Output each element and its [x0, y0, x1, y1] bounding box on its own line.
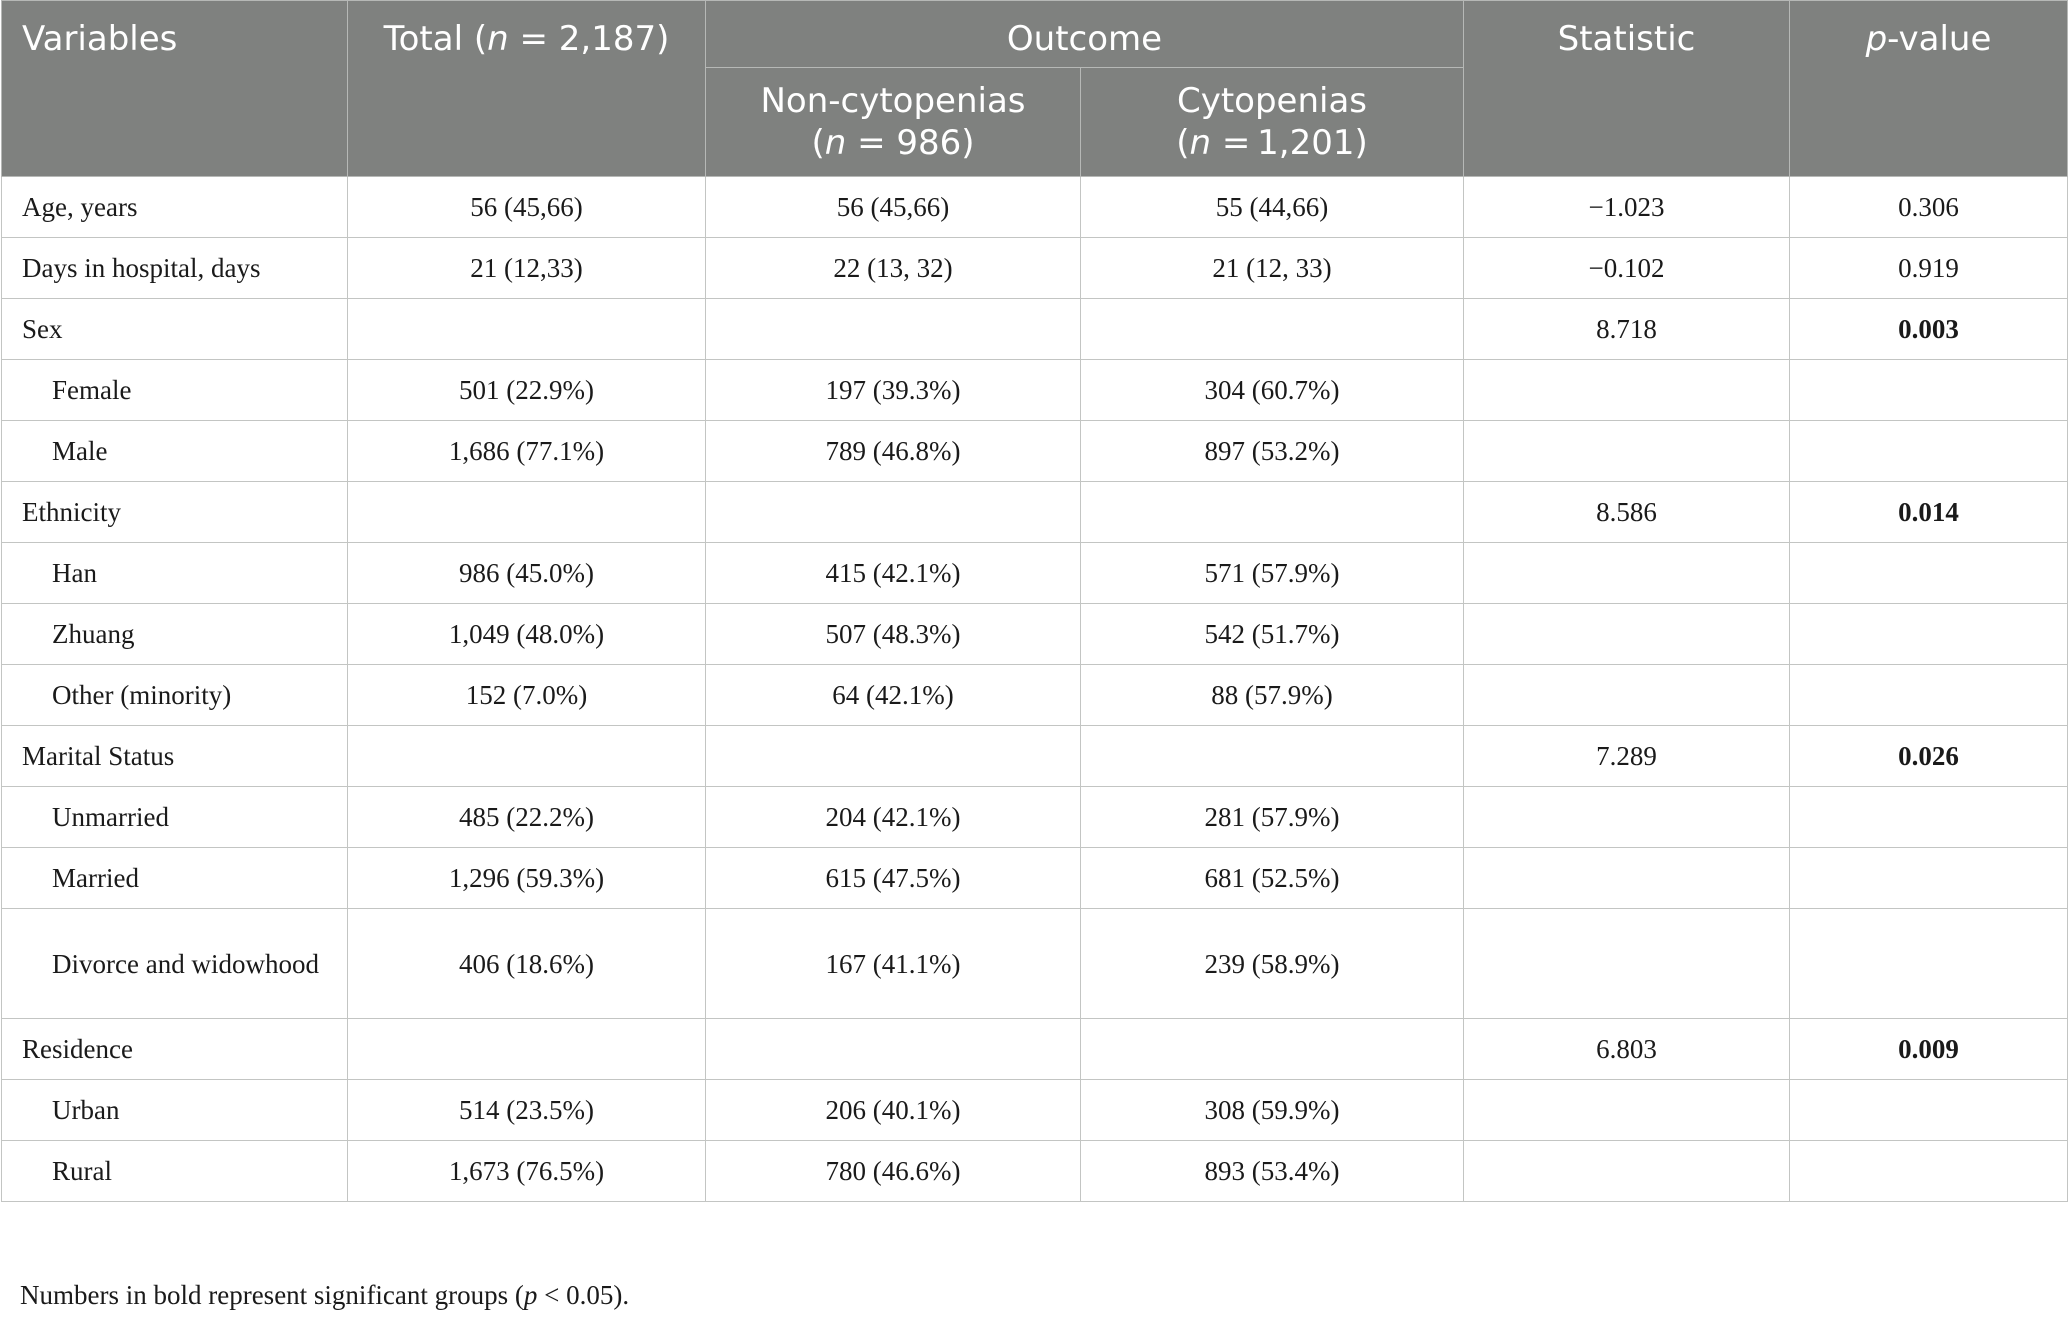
non-cytopenias-cell: 615 (47.5%): [706, 848, 1081, 909]
total-cell: 406 (18.6%): [348, 909, 706, 1019]
table-row: [2, 1080, 2068, 1141]
table-header: [2, 1, 2068, 177]
total-cell: 514 (23.5%): [348, 1080, 706, 1141]
row-label: Female: [2, 360, 348, 421]
cytopenias-cell: 893 (53.4%): [1081, 1141, 1464, 1202]
total-cell: [348, 482, 706, 543]
p-value-cell: [1790, 1141, 2068, 1202]
statistic-cell: [1464, 1080, 1790, 1141]
row-label: Rural: [2, 1141, 348, 1202]
non-cytopenias-cell: 789 (46.8%): [706, 421, 1081, 482]
table-body: [2, 177, 2068, 1202]
p-value-cell: 0.014: [1790, 482, 2068, 543]
cytopenias-cell: 304 (60.7%): [1081, 360, 1464, 421]
header-statistic: Statistic: [1464, 1, 1790, 177]
total-cell: 21 (12,33): [348, 238, 706, 299]
non-cytopenias-cell: 167 (41.1%): [706, 909, 1081, 1019]
statistic-cell: 8.586: [1464, 482, 1790, 543]
table-row: [2, 909, 2068, 1019]
p-value-cell: [1790, 421, 2068, 482]
total-cell: [348, 299, 706, 360]
row-label: Urban: [2, 1080, 348, 1141]
cytopenias-cell: 88 (57.9%): [1081, 665, 1464, 726]
p-value-cell: 0.009: [1790, 1019, 2068, 1080]
table-row: [2, 1019, 2068, 1080]
p-value-cell: 0.003: [1790, 299, 2068, 360]
p-value-cell: [1790, 1080, 2068, 1141]
statistic-cell: [1464, 604, 1790, 665]
table-row: [2, 604, 2068, 665]
row-label: Other (minority): [2, 665, 348, 726]
cytopenias-cell: 239 (58.9%): [1081, 909, 1464, 1019]
statistic-cell: [1464, 421, 1790, 482]
non-cytopenias-cell: 507 (48.3%): [706, 604, 1081, 665]
total-cell: 1,673 (76.5%): [348, 1141, 706, 1202]
cytopenias-cell: 281 (57.9%): [1081, 787, 1464, 848]
header-total: Total (n = 2,187): [348, 1, 706, 177]
non-cytopenias-cell: 56 (45,66): [706, 177, 1081, 238]
total-cell: 986 (45.0%): [348, 543, 706, 604]
row-label: Zhuang: [2, 604, 348, 665]
statistic-cell: 7.289: [1464, 726, 1790, 787]
total-cell: 501 (22.9%): [348, 360, 706, 421]
p-value-cell: [1790, 360, 2068, 421]
total-cell: [348, 726, 706, 787]
row-label: Male: [2, 421, 348, 482]
statistic-cell: [1464, 848, 1790, 909]
statistic-cell: −0.102: [1464, 238, 1790, 299]
table-row: [2, 726, 2068, 787]
cytopenias-cell: 542 (51.7%): [1081, 604, 1464, 665]
cytopenias-cell: [1081, 299, 1464, 360]
p-value-cell: [1790, 787, 2068, 848]
total-cell: 1,686 (77.1%): [348, 421, 706, 482]
non-cytopenias-cell: 64 (42.1%): [706, 665, 1081, 726]
table-row: [2, 299, 2068, 360]
table-row: [2, 848, 2068, 909]
statistic-cell: 6.803: [1464, 1019, 1790, 1080]
table-row: [2, 360, 2068, 421]
cytopenias-cell: 681 (52.5%): [1081, 848, 1464, 909]
row-label: Unmarried: [2, 787, 348, 848]
header-non-cytopenias: Non-cytopenias (n = 986): [706, 68, 1081, 177]
statistic-cell: [1464, 360, 1790, 421]
row-label: Sex: [2, 299, 348, 360]
p-value-cell: [1790, 848, 2068, 909]
cytopenias-cell: 308 (59.9%): [1081, 1080, 1464, 1141]
cytopenias-cell: [1081, 482, 1464, 543]
row-label: Married: [2, 848, 348, 909]
non-cytopenias-cell: 780 (46.6%): [706, 1141, 1081, 1202]
total-cell: 485 (22.2%): [348, 787, 706, 848]
p-value-cell: [1790, 543, 2068, 604]
non-cytopenias-cell: [706, 482, 1081, 543]
total-cell: 152 (7.0%): [348, 665, 706, 726]
row-label: Divorce and widowhood: [2, 909, 348, 1019]
statistic-cell: [1464, 787, 1790, 848]
non-cytopenias-cell: [706, 726, 1081, 787]
cytopenias-cell: [1081, 1019, 1464, 1080]
p-value-cell: [1790, 604, 2068, 665]
table-footnote: Numbers in bold represent significant groups (p < 0.05).: [20, 1280, 630, 1310]
header-cytopenias: Cytopenias (n = 1,201): [1081, 68, 1464, 177]
cytopenias-cell: 897 (53.2%): [1081, 421, 1464, 482]
row-label: Days in hospital, days: [2, 238, 348, 299]
cytopenias-cell: 21 (12, 33): [1081, 238, 1464, 299]
non-cytopenias-cell: 206 (40.1%): [706, 1080, 1081, 1141]
header-p-value: p-value: [1790, 1, 2068, 177]
non-cytopenias-cell: [706, 1019, 1081, 1080]
row-label: Residence: [2, 1019, 348, 1080]
row-label: Ethnicity: [2, 482, 348, 543]
table-row: [2, 482, 2068, 543]
p-value-cell: 0.306: [1790, 177, 2068, 238]
header-outcome: Outcome: [706, 1, 1464, 68]
cytopenias-cell: 571 (57.9%): [1081, 543, 1464, 604]
table-row: [2, 1141, 2068, 1202]
statistic-cell: 8.718: [1464, 299, 1790, 360]
table-row: [2, 665, 2068, 726]
statistic-cell: [1464, 909, 1790, 1019]
row-label: Age, years: [2, 177, 348, 238]
non-cytopenias-cell: 22 (13, 32): [706, 238, 1081, 299]
statistic-cell: [1464, 1141, 1790, 1202]
table-row: [2, 238, 2068, 299]
cytopenias-cell: 55 (44,66): [1081, 177, 1464, 238]
table-row: [2, 177, 2068, 238]
total-cell: [348, 1019, 706, 1080]
total-cell: 1,049 (48.0%): [348, 604, 706, 665]
statistic-cell: [1464, 665, 1790, 726]
total-cell: 1,296 (59.3%): [348, 848, 706, 909]
p-value-cell: [1790, 665, 2068, 726]
table-row: [2, 543, 2068, 604]
p-value-cell: 0.919: [1790, 238, 2068, 299]
row-label: Marital Status: [2, 726, 348, 787]
total-cell: 56 (45,66): [348, 177, 706, 238]
cytopenias-cell: [1081, 726, 1464, 787]
statistic-cell: −1.023: [1464, 177, 1790, 238]
statistic-cell: [1464, 543, 1790, 604]
table-row: [2, 421, 2068, 482]
header-variables: Variables: [2, 1, 348, 177]
p-value-cell: [1790, 909, 2068, 1019]
non-cytopenias-cell: 204 (42.1%): [706, 787, 1081, 848]
non-cytopenias-cell: 415 (42.1%): [706, 543, 1081, 604]
row-label: Han: [2, 543, 348, 604]
table-row: [2, 787, 2068, 848]
non-cytopenias-cell: 197 (39.3%): [706, 360, 1081, 421]
p-value-cell: 0.026: [1790, 726, 2068, 787]
characteristics-table: [1, 0, 2068, 1202]
non-cytopenias-cell: [706, 299, 1081, 360]
